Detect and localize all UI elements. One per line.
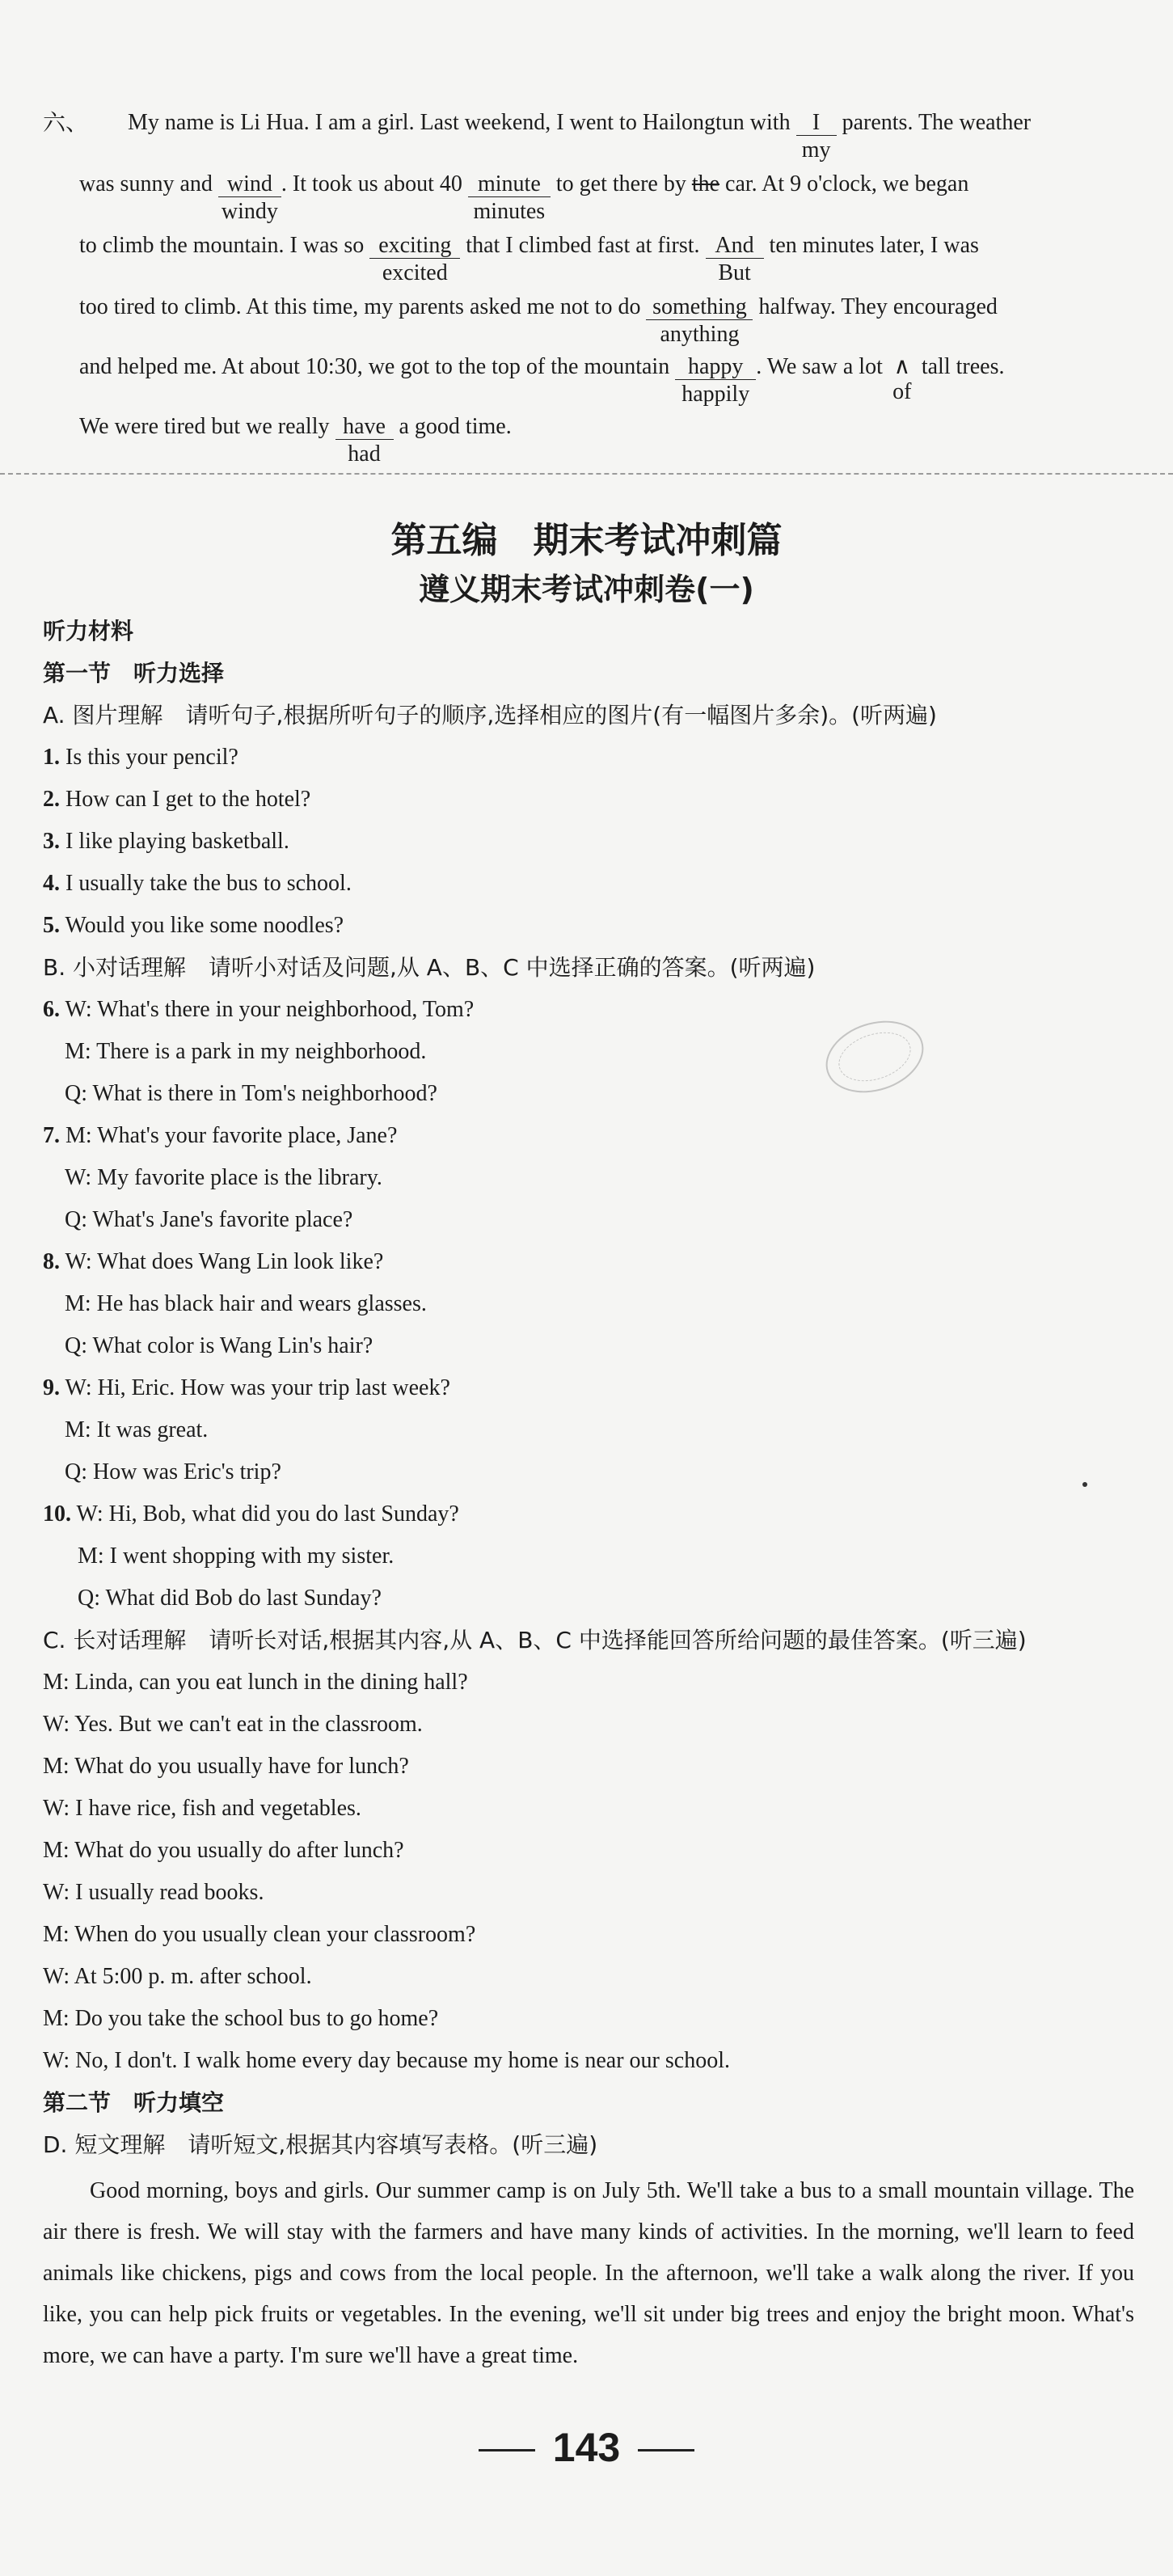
dialogue-line: W: I have rice, fish and vegetables. xyxy=(43,1796,361,1821)
dialogue-line: 7. M: What's your favorite place, Jane? xyxy=(43,1123,398,1148)
ink-speck xyxy=(1082,1482,1087,1487)
exercise-line-3: to climb the mountain. I was so exciting excited that I climbed fast at first. And But ten minutes later, I was xyxy=(79,233,979,285)
exercise-line-6: We were tired but we really have had a good time. xyxy=(79,414,512,467)
dialogue-line: M: What do you usually have for lunch? xyxy=(43,1754,409,1779)
correction-blank: happy happily xyxy=(675,355,756,380)
dialogue-line: 10. W: Hi, Bob, what did you do last Sunday? xyxy=(43,1501,459,1527)
correction-blank: have had xyxy=(335,415,394,440)
page-number: 143 xyxy=(0,2424,1173,2471)
section-divider xyxy=(0,473,1173,475)
dialogue-line: W: Yes. But we can't eat in the classroom. xyxy=(43,1712,423,1737)
exercise-line-5: and helped me. At about 10:30, we got to the top of the mountain happy happily . We saw a lot ∧ of tall trees. xyxy=(79,354,1005,407)
dialogue-line: W: No, I don't. I walk home every day because my home is near our school. xyxy=(43,2048,730,2073)
list-item: 2. How can I get to the hotel? xyxy=(43,787,311,812)
dialogue-line: W: I usually read books. xyxy=(43,1880,264,1905)
partD-instruction: D. 短文理解 请听短文,根据其内容填写表格。(听三遍) xyxy=(43,2131,598,2158)
correction-blank: I my xyxy=(796,111,837,136)
correction-blank: minute minutes xyxy=(468,172,551,197)
correction-blank: exciting excited xyxy=(369,234,460,259)
dialogue-line: Q: How was Eric's trip? xyxy=(65,1459,281,1484)
dialogue-line: Q: What did Bob do last Sunday? xyxy=(78,1586,382,1611)
passage-paragraph: Good morning, boys and girls. Our summer camp is on July 5th. We'll take a bus to a small mountain village. The air there is fresh. We will stay with the farmers and have many kinds of activities. In the morning, we'll learn to feed animals like chickens, pigs and cows from the local people. In the afternoon, we'll take a walk along the river. If you like, you can help pick fruits or vegetables. In the evening, we'll sit under big trees and enjoy the bright moon. What's more, we can have a party. I'm sure we'll have a great time. xyxy=(43,2178,1134,2368)
dialogue-line: M: He has black hair and wears glasses. xyxy=(65,1291,427,1316)
dialogue-line: 8. W: What does Wang Lin look like? xyxy=(43,1249,384,1274)
list-item: 5. Would you like some noodles? xyxy=(43,913,344,938)
dialogue-line: W: At 5:00 p. m. after school. xyxy=(43,1964,312,1989)
list-item: 4. I usually take the bus to school. xyxy=(43,871,352,896)
exercise-line-2: was sunny and wind windy . It took us about 40 minute minutes to get there by the car. At 9 o'clock, we began xyxy=(79,171,969,224)
dash-right xyxy=(638,2449,694,2451)
section1-heading: 第一节 听力选择 xyxy=(43,660,225,686)
dialogue-line: Q: What is there in Tom's neighborhood? xyxy=(65,1081,437,1106)
correction-blank: wind windy xyxy=(218,172,281,197)
dialogue-line: M: What do you usually do after lunch? xyxy=(43,1838,404,1863)
insertion-mark: ∧ of xyxy=(892,354,912,404)
correction-blank: something anything xyxy=(646,295,753,320)
dialogue-line: Q: What's Jane's favorite place? xyxy=(65,1207,353,1232)
deleted-word: the xyxy=(691,171,720,196)
dash-left xyxy=(479,2449,535,2451)
section2-heading: 第二节 听力填空 xyxy=(43,2089,225,2116)
watermark-stamp xyxy=(816,1009,933,1104)
part-title: 第五编 期末考试冲刺篇 xyxy=(390,520,783,561)
exercise-line-1: My name is Li Hua. I am a girl. Last weekend, I went to Hailongtun with I my parents. The weather xyxy=(128,110,1032,163)
dialogue-line: W: My favorite place is the library. xyxy=(65,1165,382,1190)
dialogue-line: 6. W: What's there in your neighborhood, Tom? xyxy=(43,997,475,1022)
paper-title: 遵义期末考试冲刺卷(一) xyxy=(419,572,754,607)
dialogue-line: M: I went shopping with my sister. xyxy=(78,1543,395,1569)
partC-instruction: C. 长对话理解 请听长对话,根据其内容,从 A、B、C 中选择能回答所给问题的最佳答案。(听三遍) xyxy=(43,1627,1027,1653)
section-label: 六、 xyxy=(43,109,89,136)
correction-blank: And But xyxy=(706,234,764,259)
partB-instruction: B. 小对话理解 请听小对话及问题,从 A、B、C 中选择正确的答案。(听两遍) xyxy=(43,954,816,981)
dialogue-line: M: Do you take the school bus to go home? xyxy=(43,2006,439,2031)
list-item: 1. Is this your pencil? xyxy=(43,745,238,770)
dialogue-line: M: It was great. xyxy=(65,1417,209,1442)
dialogue-line: M: Linda, can you eat lunch in the dining hall? xyxy=(43,1670,468,1695)
list-item: 3. I like playing basketball. xyxy=(43,829,289,854)
dialogue-line: 9. W: Hi, Eric. How was your trip last week? xyxy=(43,1375,450,1400)
dialogue-line: Q: What color is Wang Lin's hair? xyxy=(65,1333,373,1358)
dialogue-line: M: When do you usually clean your classroom? xyxy=(43,1922,476,1947)
dialogue-line: M: There is a park in my neighborhood. xyxy=(65,1039,427,1064)
partA-instruction: A. 图片理解 请听句子,根据所听句子的顺序,选择相应的图片(有一幅图片多余)。(听两遍) xyxy=(43,702,937,728)
exercise-line-4: too tired to climb. At this time, my parents asked me not to do something anything halfway. They encouraged xyxy=(79,294,998,347)
listening-materials-heading: 听力材料 xyxy=(43,618,134,644)
